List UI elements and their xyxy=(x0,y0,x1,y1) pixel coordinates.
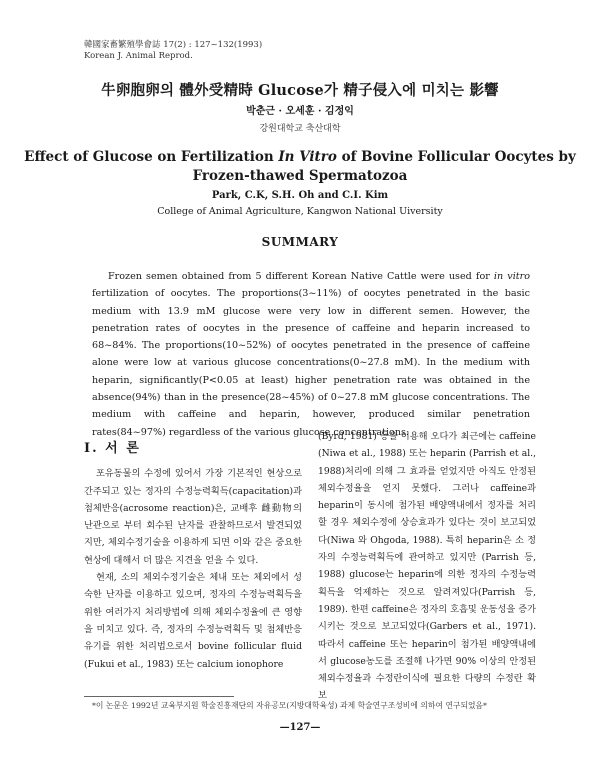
korean-affiliation: 강원대학교 축산대학 xyxy=(259,124,341,134)
footnote: *이 논문은 1992년 교육부지원 학술진흥재단의 자유공모(지방대학육성) 과제 학술연구조성비에 의하여 연구되었음* xyxy=(92,701,487,710)
summary-text-italic: in vitro xyxy=(493,271,530,282)
summary-text-2: fertilization of oocytes. The proportions(3~11%) of oocytes penetrated in the basic medium with 13.9 mM glucose were very low in different semen. However, the penetration rates of oocytes in the presence of caffeine and heparin increased to 68~84%. The proportions(10~52%) of oocytes penetrated in the presence of caffeine alone were low at various glucose concentrations(0~27.8 mM). In the medium with heparin, significantly(P<0.05 at least) higher penetration rate was obtained in the absence(94%) than in the presence(28~45%) of 0~27.8 mM glucose concentrations. The medium with caffeine and heparin, however, produced similar penetration rates(84~97%) regardless of the various glucose concentrations. xyxy=(92,288,530,438)
english-title xyxy=(0,148,600,186)
intro-paragraph-2: 현재, 소의 체외수정기술은 체내 또는 체외에서 성숙한 난자를 이용하고 있으며, 정자의 수정능력획득을 위한 여러가지 처리방법에 의해 체외수정율에 큰 영향을 미치고 있다. 즉, 정자의 수정능력획득 및 첨체반응 유기를 위한 처리법으로서 bovine follicular fluid (Fukui et al., 1983) 또는 calcium ionophore xyxy=(84,572,302,670)
summary-heading: SUMMARY xyxy=(261,235,339,249)
summary-paragraph xyxy=(92,268,530,441)
english-authors: Park, C.K, S.H. Oh and C.I. Kim xyxy=(211,190,389,201)
english-title-italic: In Vitro xyxy=(278,149,337,165)
korean-authors: 박춘근 · 오세훈 · 김정익 xyxy=(246,106,354,117)
page-number: —127— xyxy=(279,722,321,733)
footnote-divider xyxy=(84,696,234,697)
english-title-line2: Frozen-thawed Spermatozoa xyxy=(192,168,408,184)
journal-citation xyxy=(84,40,262,62)
section-heading-introduction: I. 서 론 xyxy=(84,441,141,456)
korean-title: 牛卵胞卵의 體外受精時 Glucose가 精子侵入에 미치는 影響 xyxy=(101,82,499,99)
left-column xyxy=(84,430,302,673)
english-title-part2: of Bovine Follicular Oocytes by xyxy=(336,149,576,165)
journal-citation-line1: 韓國家畜繁殖學會誌 17(2) : 127~132(1993) xyxy=(84,40,263,50)
english-affiliation: College of Animal Agriculture, Kangwon National Uiversity xyxy=(157,206,443,217)
intro-paragraph-1: 포유동물의 수정에 있어서 가장 기본적인 현상으로 간주되고 있는 정자의 수정능력획득(capacitation)과 첨체반응(acrosome reaction)은, 교배후 雌動物의 난관으로 부터 회수된 난자를 관찰하므로서 발견되었지만, 체외수정기술을 이용하게 되면 이와 같은 중요한 현상에 대해서 더 많은 지견을 얻을 수 있다. xyxy=(84,468,302,566)
intro-paragraph-3: (Byrd, 1981) 등을 이용해 오다가 최근에는 caffeine (Niwa et al., 1988) 또는 heparin (Parrish et al., 1988)처리에 의해 그 효과를 얻었지만 아직도 안정된 체외수정율을 얻지 못했다. 그러나 caffeine과 heparin이 동시에 첨가된 배양액내에서 정자를 처리할 경우 체외수정에 상승효과가 있다는 것이 보고되었다(Niwa 와 Ohgoda, 1988). 특히 heparin은 소 정자의 수정능력획득에 관여하고 있지만 (Parrish 등, 1988) glucose는 heparin에 의한 정자의 수정능력획득을 억제하는 것으로 알려져있다(Parrish 등, 1989). 한편 caffeine은 정자의 호흡및 운동성을 증가시키는 것으로 보고되었다(Garbers et al., 1971). 따라서 caffeine 또는 heparin이 첨가된 배양액내에서 glucose농도를 조절해 나가면 90% 이상의 안정된 체외수정율과 수정란이식에 필요한 다량의 수정란 확보 xyxy=(318,431,536,702)
summary-text-1: Frozen semen obtained from 5 different Korean Native Cattle were used for xyxy=(108,271,494,282)
summary-abstract xyxy=(92,268,530,441)
right-column xyxy=(318,428,536,705)
english-title-line1 xyxy=(0,148,600,167)
journal-citation-line2: Korean J. Animal Reprod. xyxy=(84,51,193,61)
english-title-part1: Effect of Glucose on Fertilization xyxy=(24,149,279,165)
